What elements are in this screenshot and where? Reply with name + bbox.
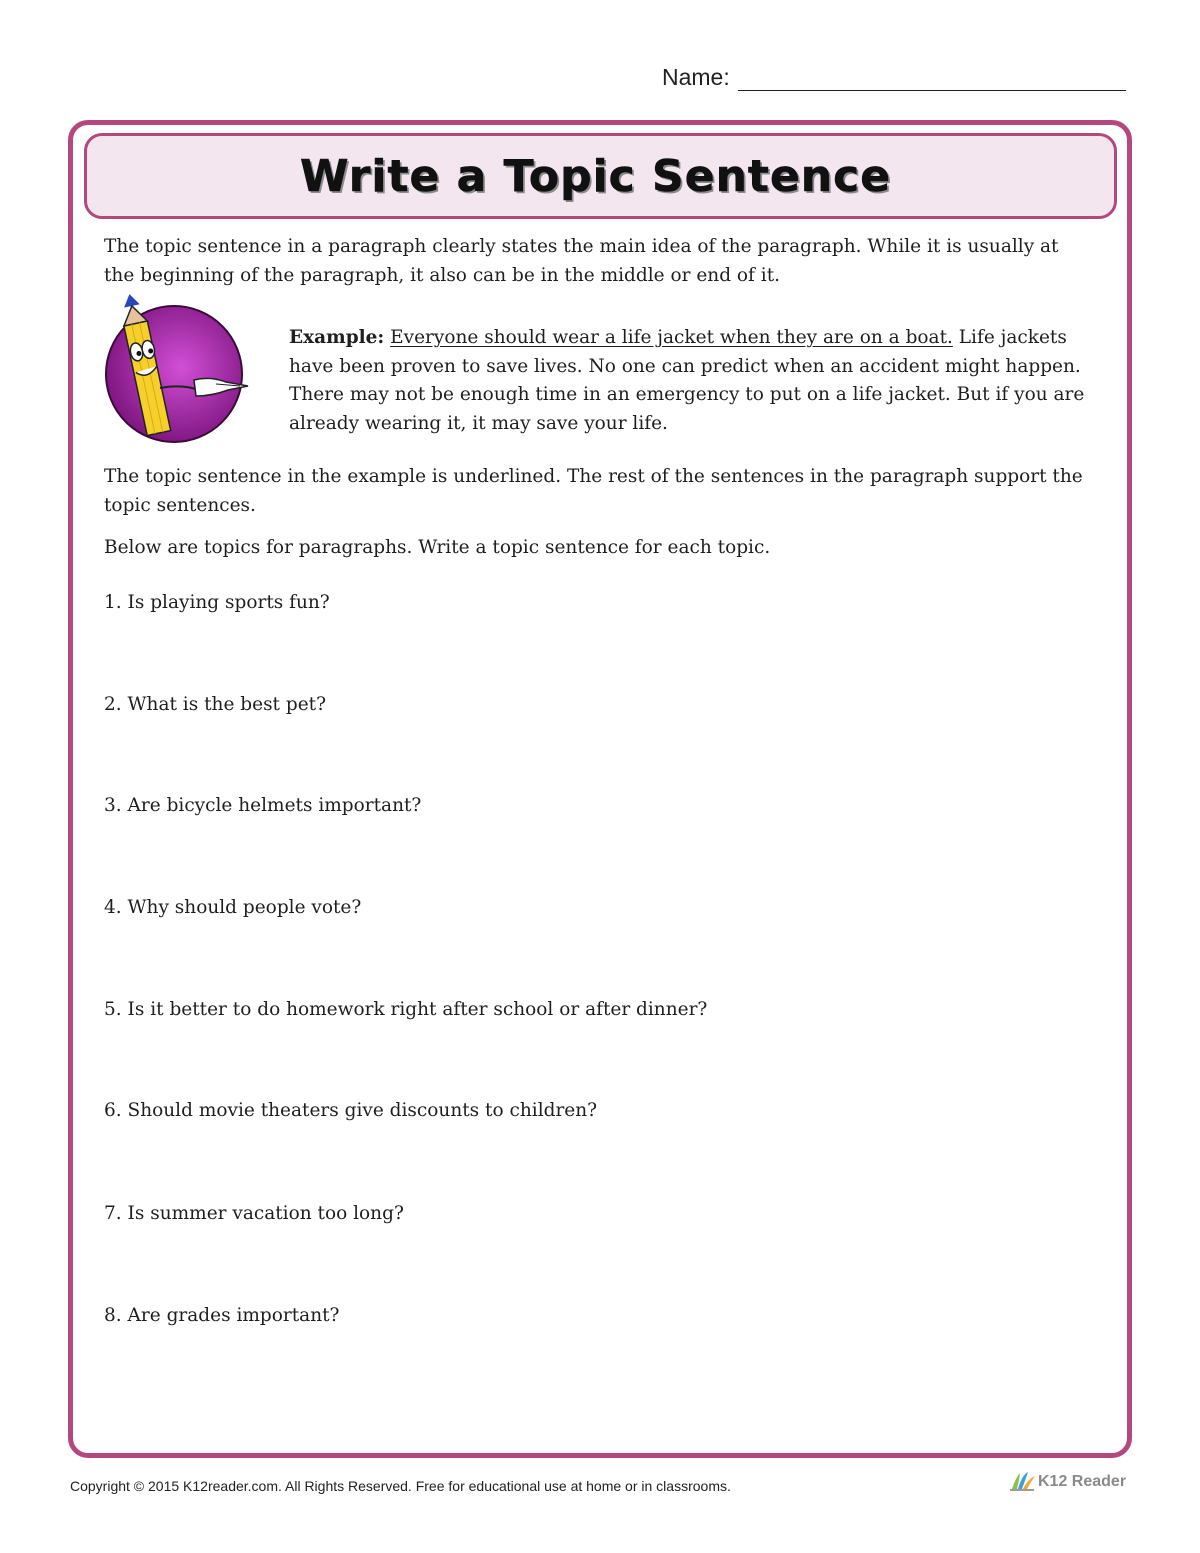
leaf-logo-icon bbox=[1010, 1471, 1036, 1491]
question-item: 5. Is it better to do homework right after school or after dinner? bbox=[104, 999, 708, 1020]
question-item: 8. Are grades important? bbox=[104, 1305, 340, 1326]
k12-reader-logo bbox=[1010, 1471, 1126, 1491]
question-item: 4. Why should people vote? bbox=[104, 897, 362, 918]
instruction-paragraph: Below are topics for paragraphs. Write a topic sentence for each topic. bbox=[104, 537, 771, 558]
question-item: 2. What is the best pet? bbox=[104, 694, 327, 715]
example-supporting-sentences: Life jackets have been proven to save lives. No one can predict when an accident might happen. There may not be enough time in an emergency to put on a life jacket. But if you are already wearing it, it may save your life. bbox=[289, 327, 1085, 434]
name-label: Name: bbox=[662, 64, 730, 90]
pencil-mascot-icon bbox=[98, 292, 258, 452]
example-topic-sentence: Everyone should wear a life jacket when they are on a boat. bbox=[390, 327, 953, 348]
question-item: 1. Is playing sports fun? bbox=[104, 592, 330, 613]
intro-paragraph: The topic sentence in a paragraph clearly states the main idea of the paragraph. While it is usually at the beginning of the paragraph, it also can be in the middle or end of it. bbox=[104, 236, 1059, 286]
question-item: 7. Is summer vacation too long? bbox=[104, 1203, 404, 1224]
logo-text: K12 Reader bbox=[1038, 1473, 1127, 1490]
copyright-footer: Copyright © 2015 K12reader.com. All Rights Reserved. Free for educational use at home or in classrooms. bbox=[70, 1478, 731, 1494]
example-paragraph bbox=[289, 324, 1094, 438]
question-item: 3. Are bicycle helmets important? bbox=[104, 795, 422, 816]
page-title: Write a Topic Sentence bbox=[299, 150, 892, 202]
example-label: Example: bbox=[289, 327, 385, 348]
support-paragraph: The topic sentence in the example is underlined. The rest of the sentences in the paragraph support the topic sentences. bbox=[104, 466, 1083, 516]
name-blank-line[interactable] bbox=[738, 70, 1126, 91]
title-banner bbox=[84, 133, 1117, 219]
question-item: 6. Should movie theaters give discounts to children? bbox=[104, 1100, 598, 1121]
name-field bbox=[662, 64, 1126, 91]
